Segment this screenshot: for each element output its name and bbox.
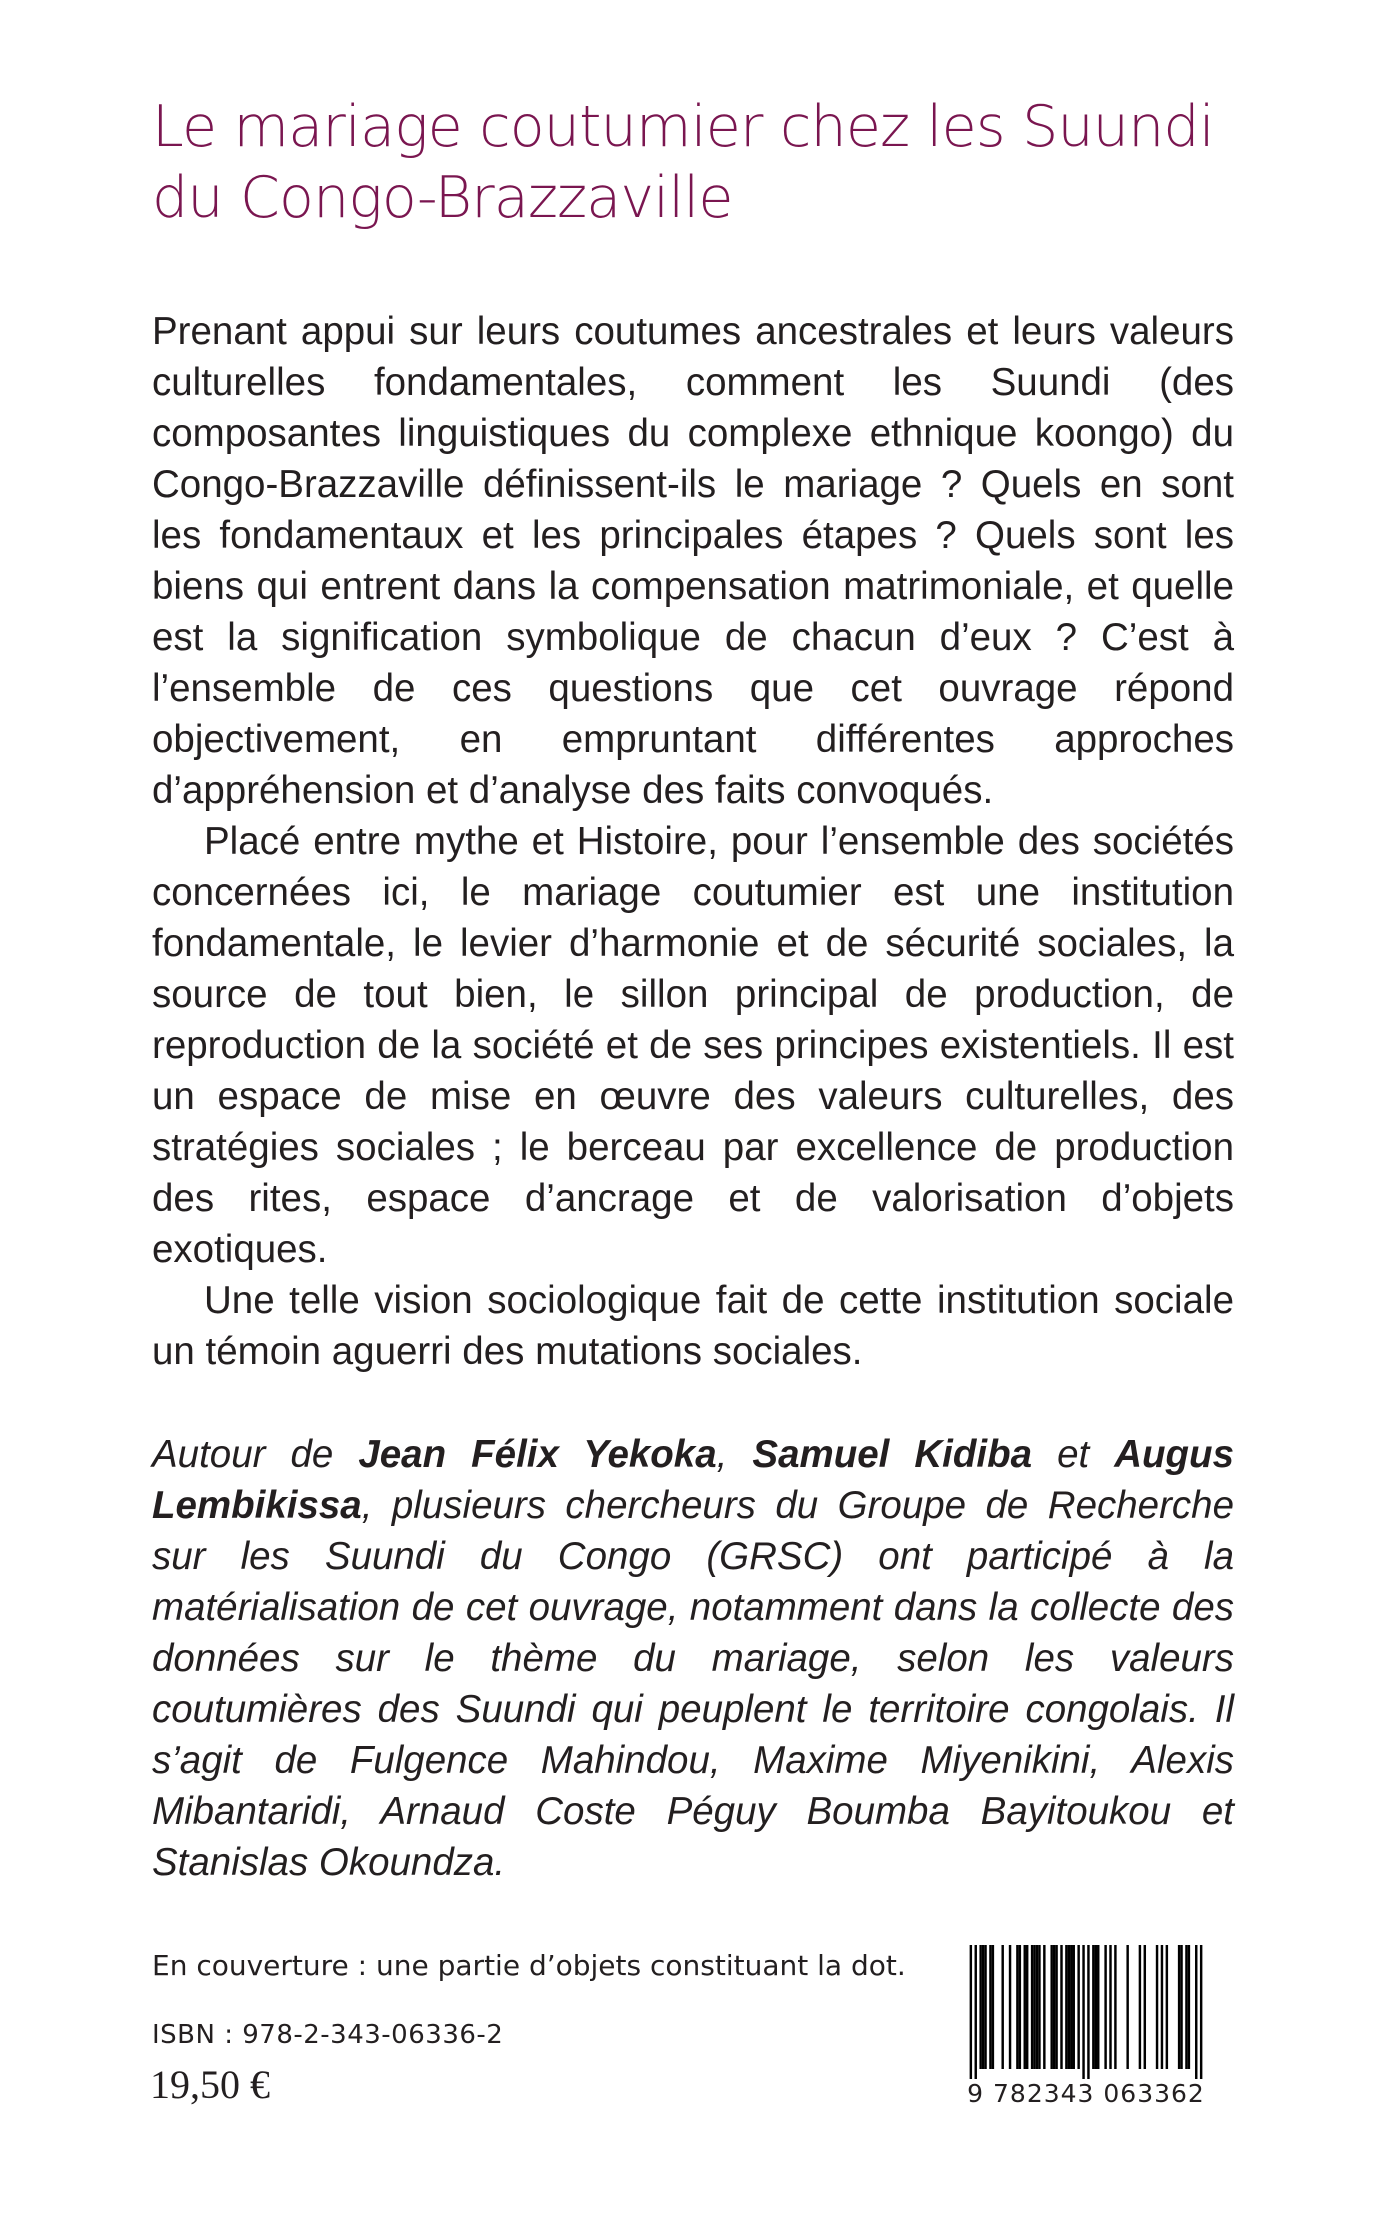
book-title — [152, 92, 1234, 234]
isbn: ISBN : 978-2-343-06336-2 — [152, 2020, 504, 2050]
book-summary — [152, 306, 1234, 1377]
barcode-bar — [989, 1945, 991, 2069]
barcode-bar — [1068, 1945, 1070, 2069]
barcode-bar — [1050, 1945, 1052, 2069]
barcode-bar — [1126, 1945, 1128, 2069]
barcode-bar — [1144, 1945, 1146, 2069]
barcode-bar — [982, 1945, 984, 2069]
barcode-bar — [1114, 1945, 1116, 2069]
barcode-bar — [1095, 1945, 1097, 2069]
credits-paragraph — [152, 1429, 1234, 1888]
barcode-bar — [1009, 1945, 1011, 2069]
barcode-bar — [1166, 1945, 1168, 2069]
barcode-bar — [1077, 1945, 1079, 2069]
back-cover — [152, 92, 1234, 1888]
barcode-bar — [1026, 1945, 1028, 2069]
barcode-bar — [1097, 1945, 1099, 2069]
credits-separator-2: et — [1032, 1433, 1115, 1476]
barcode-bar — [1139, 1945, 1141, 2069]
price: 19,50 € — [150, 2062, 270, 2107]
summary-paragraph-2: Placé entre mythe et Histoire, pour l’ensemble des sociétés concernées ici, le mariage coutumier est une institution fondamentale, le levier d’harmonie et de sécurité sociales, la source de tout bien, le sillon principal de production, de reproduction de la société et de ses principes existentiels. Il est un espace de mise en œuvre des valeurs culturelles, des stratégies sociales ; le berceau par excellence de production des rites, espace d’ancrage et de valorisation d’objets exotiques. — [152, 820, 1234, 1271]
barcode-bar — [1001, 1945, 1003, 2069]
barcode-bar — [1036, 1945, 1038, 2069]
barcode-bar — [984, 1945, 986, 2069]
credits-separator-1: , — [716, 1433, 753, 1476]
barcode-bar — [979, 1945, 981, 2069]
barcode-bar — [1087, 1945, 1089, 2079]
barcode — [955, 1945, 1217, 2109]
barcode-bar — [1024, 1945, 1026, 2069]
barcode-bar — [1070, 1945, 1072, 2069]
barcode-bar — [1082, 1945, 1084, 2079]
barcode-bar — [1156, 1945, 1158, 2069]
barcode-bar — [1188, 1945, 1190, 2069]
barcode-bar — [1161, 1945, 1163, 2069]
barcode-bar — [1195, 1945, 1197, 2079]
barcode-bar — [1060, 1945, 1062, 2069]
barcode-bar — [1038, 1945, 1040, 2069]
book-title-line-2: du Congo-Brazzaville — [152, 165, 733, 231]
summary-paragraph-3: Une telle vision sociologique fait de cette institution sociale un témoin aguerri des mutations sociales. — [152, 1279, 1234, 1373]
summary-paragraph-1: Prenant appui sur leurs coutumes ancestrales et leurs valeurs culturelles fondamentales, comment les Suundi (des composantes linguistiques du complexe ethnique koongo) du Congo-Brazzaville définissent-ils le mariage ? Quels en sont les fondamentaux et les principales étapes ? Quels sont les biens qui entrent dans la compensation matrimoniale, et quelle est la signification symbolique de chacun d’eux ? C’est à l’ensemble de ces questions que cet ouvrage répond objectivement, en empruntant différentes approches d’appréhension et d’analyse des faits convoqués. — [152, 310, 1234, 812]
barcode-bar — [1200, 1945, 1202, 2079]
barcode-digits: 9 782343 063362 — [967, 2079, 1205, 2108]
cover-note: En couverture : une partie d’objets constituant la dot. — [152, 1949, 906, 1982]
barcode-bar — [1055, 1945, 1057, 2069]
author-3: Augus Lembikissa — [152, 1433, 1234, 1527]
barcode-bar — [992, 1945, 994, 2069]
author-1: Jean Félix Yekoka — [358, 1433, 717, 1476]
barcode-bar — [975, 1945, 977, 2079]
credits-intro: Autour de — [152, 1433, 359, 1476]
barcode-bar — [1033, 1945, 1035, 2069]
barcode-bar — [1043, 1945, 1045, 2069]
barcode-bar — [1185, 1945, 1187, 2069]
barcode-bar — [1031, 1945, 1033, 2069]
author-2: Samuel Kidiba — [752, 1433, 1033, 1476]
barcode-bar — [970, 1945, 972, 2079]
barcode-bar — [1016, 1945, 1018, 2069]
barcode-bar — [1178, 1945, 1180, 2069]
barcode-bar — [1109, 1945, 1111, 2069]
barcode-bar — [1073, 1945, 1075, 2069]
credits-rest: , plusieurs chercheurs du Groupe de Recherche sur les Suundi du Congo (GRSC) ont participé à la matérialisation de cet ouvrage, notamment dans la collecte des données sur le thème du mariage, selon les valeurs coutumières des Suundi qui peuplent le territoire congolais. Il s’agit de Fulgence Mahindou, Maxime Miyenikini, Alexis Mibantaridi, Arnaud Coste Péguy Boumba Bayitoukou et Stanislas Okoundza. — [152, 1484, 1234, 1884]
book-title-line-1: Le mariage coutumier chez les Suundi — [152, 94, 1214, 160]
barcode-bar — [1065, 1945, 1067, 2069]
barcode-bar — [1053, 1945, 1055, 2069]
barcode-bar — [1104, 1945, 1106, 2069]
barcode-bars — [955, 1945, 1217, 2079]
barcode-bar — [1180, 1945, 1182, 2069]
barcode-bar — [1092, 1945, 1094, 2069]
barcode-bar — [1019, 1945, 1021, 2069]
